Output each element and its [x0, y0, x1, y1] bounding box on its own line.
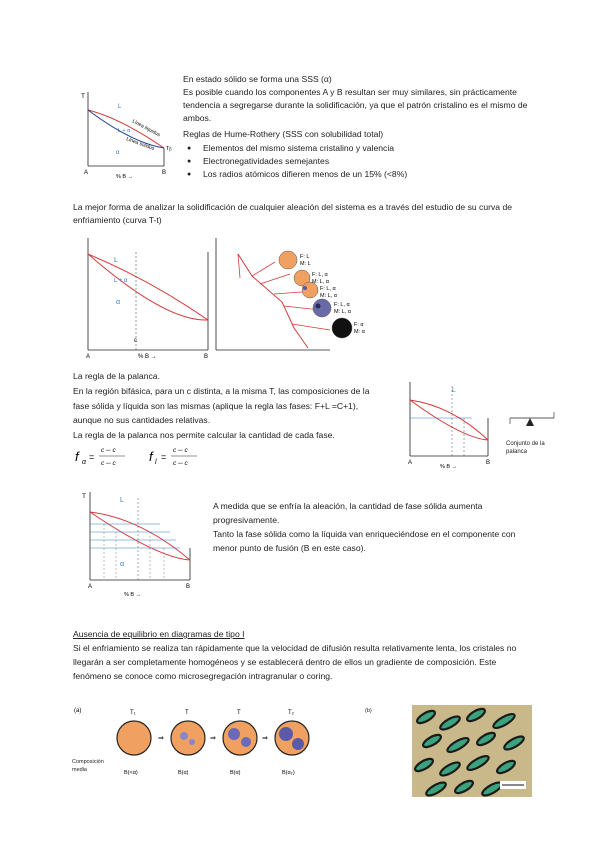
liquid-label: L [114, 257, 118, 264]
sss-line-4: ambos. [183, 113, 212, 123]
list-item: ● Electronegatividades semejantes [183, 155, 543, 168]
stage-3-label: F: L, α [320, 286, 336, 292]
sss-line-3: tendencia a segregarse durante la solidificación, ya que el patrón cristalino es el mismo de [183, 100, 528, 110]
solid-label: α [120, 561, 125, 568]
sss-line-1: En estado sólido se forma una SSS (α) [183, 74, 332, 84]
solid-line-4: menor punto de fusión (B en este caso). [213, 543, 366, 553]
fig-label-a: (a) [74, 708, 82, 714]
t-axis-label: T [82, 493, 86, 500]
solid-line-3: Tanto la fase sólida como la líquida van enriqueciéndose en el componente con [213, 529, 516, 539]
svg-text:c ─ c: c ─ c [173, 460, 188, 467]
cooling-line-2: enfriamiento (curva T-t) [73, 215, 162, 225]
f-l-symbol: f [149, 449, 153, 464]
lever-balance [506, 404, 558, 434]
liquid-label: L [118, 104, 122, 110]
composition-label: Composición media [72, 759, 104, 773]
x-right-label: B [486, 460, 491, 466]
circle-caption: B(α) [178, 770, 189, 776]
cooling-curve-figure [80, 232, 380, 360]
fig-label-b: (b) [365, 708, 372, 714]
x-left-label: A [84, 170, 89, 176]
circle-caption: B(α) [230, 770, 241, 776]
svg-text:c ─ c: c ─ c [173, 447, 188, 454]
circle-label: T [237, 710, 241, 716]
isomorphous-diagram-small [80, 88, 180, 180]
micrograph-image [412, 705, 532, 797]
solid-label: α [116, 150, 120, 156]
svg-text:M: L: M: L [300, 261, 311, 267]
two-phase-label: L + α [118, 128, 131, 134]
lever-line-4: La regla de la palanca nos permite calcular la cantidad de cada fase. [73, 430, 335, 440]
lever-line-3: aunque no sus cantidades relativas. [73, 415, 211, 425]
svg-text:⇒: ⇒ [262, 735, 268, 742]
stage-1-label: F: L [300, 254, 310, 260]
solid-line-1: A medida que se enfría la aleación, la cantidad de fase sólida aumenta [213, 501, 483, 511]
lever-title: La regla de la palanca. [73, 371, 160, 381]
noneq-line-1: Si el enfriamiento se realiza tan rápidamente que la velocidad de difusión resulta relativamente lenta, los cristales no [73, 643, 517, 653]
solidus-label: Línea solidus [125, 136, 156, 152]
stage-4-label: F: L, α [334, 302, 350, 308]
circle-caption: B(<α) [124, 770, 138, 776]
stage-5-label: F: α [354, 322, 364, 328]
noneq-line-3: fenómeno se conoce como microsegregación intragranular o coring. [73, 671, 333, 681]
x-left-label: A [88, 584, 93, 590]
lever-line-2: fase sólida y líquida son las mismas (aplique la regla las fases: F+L =C+1), [73, 401, 359, 411]
rules-title: Reglas de Hume-Rothery (SSS con solubilidad total) [183, 129, 384, 139]
solid-label: α [116, 299, 121, 306]
x-right-label: B [162, 170, 167, 176]
liquidus-label: Línea liquidus [131, 118, 162, 139]
circle-label: T₂ [288, 710, 294, 716]
list-item: ● Elementos del mismo sistema cristalino y valencia [183, 142, 543, 155]
circle-caption: B(α₂) [282, 770, 295, 776]
f-l-sub: l [155, 459, 157, 466]
svg-text:=: = [161, 452, 167, 462]
circle-label: T₁ [130, 710, 136, 716]
x-axis-label: % B → [124, 592, 142, 598]
t-axis-label: T [81, 93, 85, 100]
svg-text:M: L, α: M: L, α [320, 293, 337, 299]
noneq-line-2: llegarán a ser completamente homogéneos y se establecerá dentro de ellos un gradiente de composición. Este [73, 657, 497, 667]
x-axis-label: % B → [138, 354, 157, 360]
svg-text:c ─ c: c ─ c [101, 460, 116, 467]
svg-text:M: L, α: M: L, α [312, 279, 329, 285]
x-right-label: B [186, 584, 191, 590]
svg-text:=: = [89, 452, 95, 462]
x-axis-label: % B → [440, 464, 458, 470]
lever-formulas [73, 442, 233, 472]
liquid-label: L [120, 497, 124, 504]
svg-text:⇒: ⇒ [158, 735, 164, 742]
solidification-diagram [80, 488, 202, 600]
noneq-title: Ausencia de equilibrio en diagramas de tipo I [73, 629, 245, 639]
svg-text:⇒: ⇒ [210, 735, 216, 742]
svg-text:M: L, α: M: L, α [334, 309, 351, 315]
f-alpha-sub: α [82, 459, 86, 466]
x-right-label: B [204, 354, 209, 360]
tb-label: Tᵦ [166, 146, 172, 152]
list-item: ● Los radios atómicos difieren menos de un 15% (<8%) [183, 168, 543, 181]
lever-caption: Conjunto de la palanca [506, 441, 545, 455]
svg-text:c ─ c: c ─ c [101, 447, 116, 454]
svg-text:M: α: M: α [354, 329, 365, 335]
x-left-label: A [86, 354, 91, 360]
f-alpha-symbol: f [75, 449, 79, 464]
x-mid-label: c [134, 338, 137, 344]
lever-diagram [402, 378, 502, 470]
rules-list [183, 142, 543, 182]
solid-line-2: progresivamente. [213, 515, 280, 525]
lever-line-1: En la región bifásica, para un c distinta, a la misma T, las composiciones de la [73, 386, 370, 396]
cooling-line-1: La mejor forma de analizar la solidificación de cualquier aleación del sistema es a través del estudio de su curva de [73, 202, 512, 212]
x-axis-label: % B → [116, 174, 134, 180]
sss-line-2: Es posible cuando los componentes A y B resultan ser muy similares, sin prácticamente [183, 87, 517, 97]
x-left-label: A [408, 460, 413, 466]
liquid-label: L [452, 387, 456, 394]
two-phase-label: L + α [114, 278, 128, 284]
stage-2-label: F: L, α [312, 272, 328, 278]
circle-label: T [185, 710, 189, 716]
